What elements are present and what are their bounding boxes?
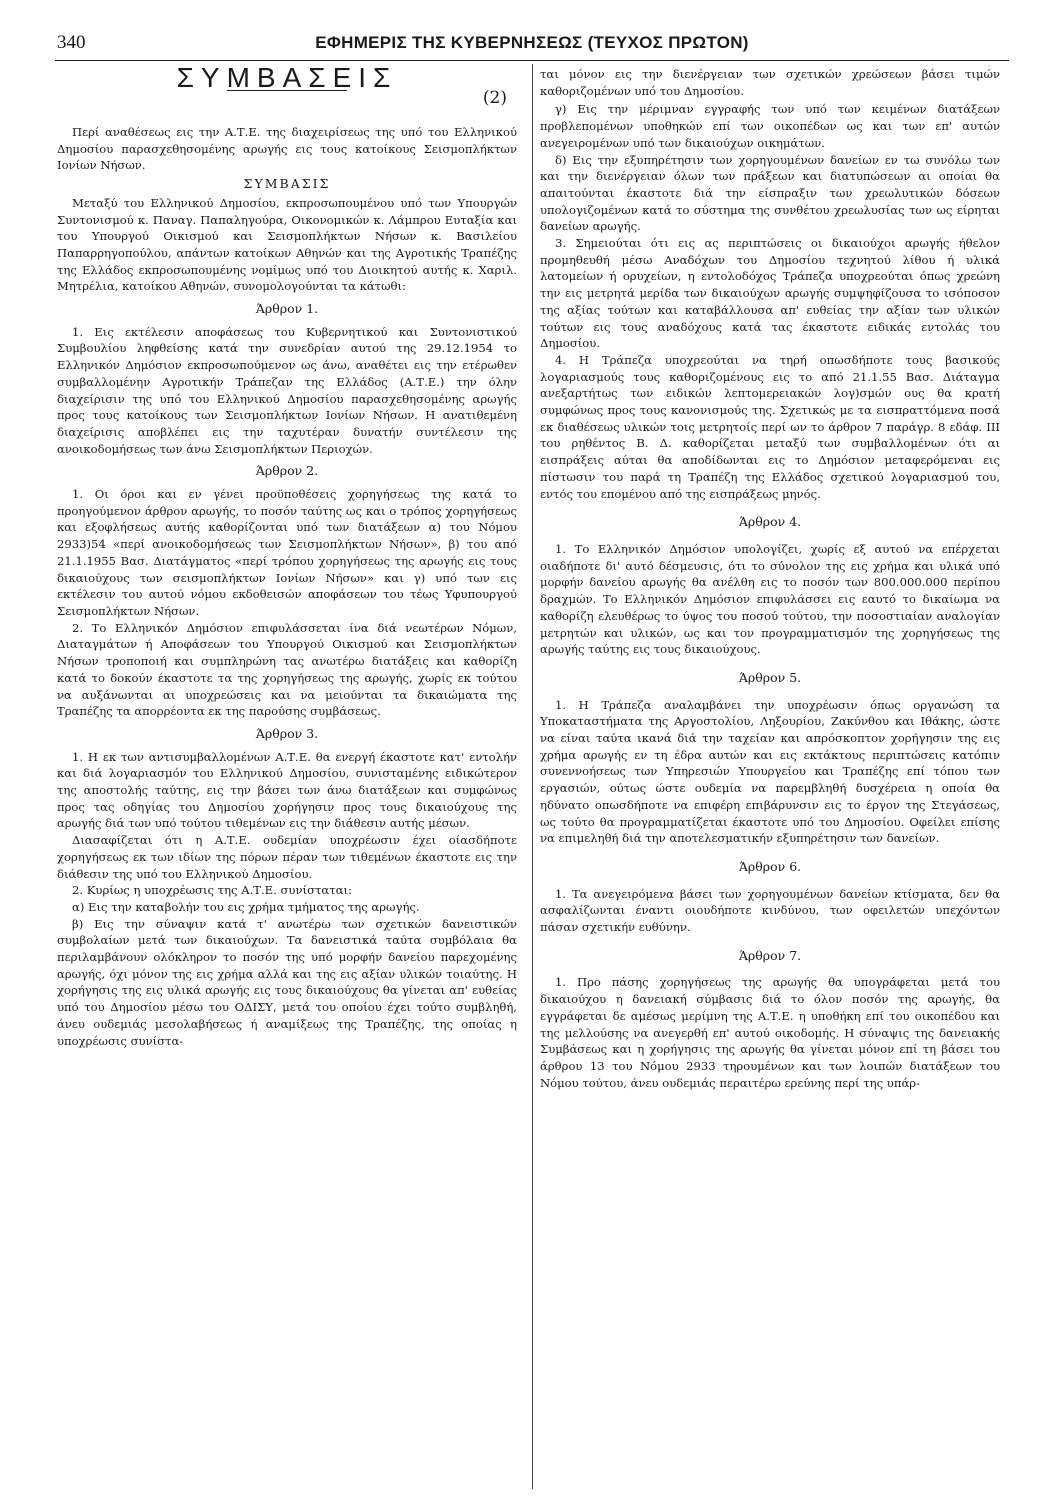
page-header bbox=[55, 30, 1009, 60]
continued-paragraph: ται μόνον εις την διενέργειαν των σχετικών χρεώσεων βάσει τιμών καθοριζομένων υπό του Δημοσίου. bbox=[540, 67, 1000, 98]
article-7-paragraph: 1. Προ πάσης χορηγήσεως της αρωγής θα υπογράφεται μετά του δικαιούχου η δανειακή σύμβασις διά το όλον ποσόν της αρωγής, θα εγγράφεται δε αμέσως μερίμνη της Α.Τ.Ε. η υποθήκη επί του οικοπέδου και της μελλούσης να ανεγερθή επ' αυτού οικοδομής. Η σύναψις της δανειακής Συμβάσεως και η χορήγησις της αρωγής θα γίνεται μόνον επί τη βάσει του άρθρου 13 του Νόμου 2933 τηρουμένων και των λοιπών διατάξεων του Νόμου τούτου, άνευ ουδεμιάς περαιτέρω ερεύνης περί της υπάρ- bbox=[540, 975, 1000, 1090]
article-2-heading: Άρθρον 2. bbox=[255, 463, 319, 479]
article-5-paragraph: 1. Η Τράπεζα αναλαμβάνει την υποχρέωσιν όπως οργανώση τα Υποκαταστήματα της Αργοστολίου, Ληξουρίου, Ζακύνθου και Ιθάκης, ώστε να είναι ταύτα ικανά διά την ταχείαν και απρόσκοπτον χορήγησιν της εις χρήμα αρωγής εν τη έδρα αυτών και εις εκτάκτους περιπτώσεις κατόπιν συνεννοήσεως των Υπηρεσιών Υπουργείου και Τραπέζης επί τόπου των εργασιών, ούτως ώστε ουδεμία να παρεμβληθή δυσχέρεια η οποία θα ηδύνατο οπωσδήποτε να επιφέρη επιβάρυνσιν εις το έργον της Στεγάσεως, ως τούτο θα προγραμματίζεται έκαστοτε υπό του Δημοσίου. Οφείλει επίσης να επιμεληθή διά την αποτελεσματικήν εξυπηρέτησιν των δανείων. bbox=[540, 697, 1000, 846]
article-3-heading: Άρθρον 3. bbox=[255, 725, 319, 741]
article-2-paragraph-2: 2. Το Ελληνικόν Δημόσιον επιφυλάσσεται ίνα διά νεωτέρων Νόμων, Διαταγμάτων ή Αποφάσεων του Υπουργού Οικισμού και Σεισμοπλήκτων Νήσων τροποποιή και συμπληρώνη τας ανωτέρω διατάξεις και καθορίζη κατά το δοκούν έκαστοτε τα της χορηγήσεως της αρωγής, χωρίς εκ τούτου να αυξάνωνται αι υποχρεώσεις και να μειούνται τα δικαιώματα της Τραπέζης τα απορρέοντα εκ της παρούσης συμβάσεως. bbox=[57, 620, 517, 719]
page-number: 340 bbox=[57, 32, 86, 53]
article-3-paragraph-1: 1. Η εκ των αντισυμβαλλομένων Α.Τ.Ε. θα ενεργή έκαστοτε κατ' εντολήν και διά λογαριασμόν του Ελληνικού Δημοσίου, συνισταμένης ειδικώτερον της αποστολής ταύτης, εις την βάσει των άνω διατάξεων και συμφώνως προς τας οδηγίας του Δημοσίου χορήγησιν προς τους δικαιούχους της αρωγής διά των υπό τούτου τιθεμένων εις την διάθεσιν αυτής μέσων. bbox=[57, 749, 517, 831]
article-3-item-b: β) Εις την σύναψιν κατά τ' ανωτέρω των σχετικών δανειστικών συμβολαίων μετά των δικαιούχων. Τα δανειστικά ταύτα συμβόλαια θα περιλαμβάνουν ολόκληρον το ποσόν της υπό μορφήν δανείου παρεχομένης αρωγής, όχι μόνον της εις χρήμα αλλά και της εις αξίαν υλικών τοιαύτης. Η χορήγησις της εις υλικά αρωγής εις τους δικαιούχους θα γίνεται απ' ευθείας υπό του Δημοσίου μέσω του ΟΔΙΣΥ, μετά του οποίου έχει τούτο συμβληθή, άνευ ουδεμιάς μεσολαβήσεως ή αναμίξεως της Τραπέζης, της οποίας η υποχρέωσις συνίστα- bbox=[57, 916, 517, 1048]
article-6-heading: Άρθρον 6. bbox=[738, 858, 802, 874]
article-3-paragraph-3: 2. Κυρίως η υποχρέωσις της Α.Τ.Ε. συνίσταται: bbox=[72, 883, 352, 898]
article-1-paragraph: 1. Εις εκτέλεσιν αποφάσεως του Κυβερνητικού και Συντονιστικού Συμβουλίου ληφθείσης κατά την συνεδρίαν αυτού της 29.12.1954 το Ελληνικόν Δημόσιον εκπροσωπούμενον ως άνω, αναθέτει εις την ετέρωθεν συμβαλλομένην Αγροτικήν Τράπεζαν της Ελλάδος (Α.Τ.Ε.) την όλην διαχείρισιν της υπό του Ελληνικού Δημοσίου παρασχεθησομένης αρωγής προς τους κατοίκους των Σεισμοπλήκτων Ιονίων Νήσων. Η ανατιθεμένη διαχείρισις αποβλέπει εις την ταχυτέραν δυνατήν συντέλεσιν της ανοικοδομήσεως των άνω Σεισμοπλήκτων Περιοχών. bbox=[57, 324, 517, 456]
article-4-heading: Άρθρον 4. bbox=[738, 514, 802, 530]
article-5-heading: Άρθρον 5. bbox=[738, 669, 802, 685]
article-3-item-a: α) Εις την καταβολήν του εις χρήμα τμήματος της αρωγής. bbox=[72, 899, 420, 914]
running-head: ΕΦΗΜΕΡΙΣ ΤΗΣ ΚΥΒΕΡΝΗΣΕΩΣ (ΤΕΥΧΟΣ ΠΡΩΤΟΝ) bbox=[315, 33, 749, 52]
section-number: (2) bbox=[482, 88, 507, 108]
contract-subtitle: ΣΥΜΒΑΣΙΣ bbox=[243, 176, 331, 192]
article-4-paragraph: 1. Το Ελληνικόν Δημόσιον υπολογίζει, χωρίς εξ αυτού να επέρχεται οιαδήποτε δι' αυτό δέσμευσις, ότι το σύνολον της εις χρήμα και υλικά υπό μορφήν δανείου αρωγής θα ανέλθη εις το ποσόν των 800.000.000 περίπου δραχμών. Το Ελληνικόν Δημόσιον επιφυλάσσει εις εαυτό το δικαίωμα να καθορίζη ελευθέρως το ύψος του ποσού τούτου, την ποσοστιαίαν αναλογίαν μετρητών και υλικών, ως και τον προγραμματισμόν της χορηγήσεως της αρωγής ταύτης εις τους δικαιούχους. bbox=[540, 541, 1000, 657]
section-title-block bbox=[57, 62, 517, 124]
article-3-item-c: γ) Εις την μέριμναν εγγραφής των υπό των κειμένων διατάξεων προβλεπομένων υποθηκών επί των οικοπέδων ως και των επ' αυτών ανεγειρομένων υπό των δικαιούχων οικημάτων. bbox=[540, 102, 1000, 150]
section-title: ΣΥΜΒΑΣΕΙΣ bbox=[176, 62, 398, 93]
article-6-paragraph: 1. Τα ανεγειρόμενα βάσει των χορηγουμένων δανείων κτίσματα, δεν θα ασφαλίζωνται έναντι οιουδήποτε κινδύνου, των οφειλετών υπεχόντων πάσαν σχετικήν ευθύνην. bbox=[540, 886, 1000, 935]
intro-paragraph: Περί αναθέσεως εις την Α.Τ.Ε. της διαχειρίσεως της υπό του Ελληνικού Δημοσίου παρασχεθησομένης αρωγής εις τους κατοίκους Σεισμοπλήκτων Ιονίων Νήσων. bbox=[57, 125, 517, 173]
right-column bbox=[540, 66, 1000, 1091]
article-1-heading: Άρθρον 1. bbox=[255, 301, 319, 317]
preamble-paragraph: Μεταξύ του Ελληνικού Δημοσίου, εκπροσωπουμένου υπό των Υπουργών Συντονισμού κ. Παναγ. Παπαληγούρα, Οικονομικών κ. Λάμπρου Ευταξία και του Υπουργού Οικισμού και Σεισμοπλήκτων Νήσων κ. Βασιλείου Παπαρρηγοπούλου, απάντων κατοίκων Αθηνών και της Αγροτικής Τραπέζης της Ελλάδος εκπροσωπουμένης νομίμως υπό του Διοικητού αυτής κ. Χαριλ. Μητρέλια, κατοίκου Αθηνών, συνομολογούνται τα κάτωθι: bbox=[57, 195, 517, 294]
header-rule bbox=[55, 60, 1009, 61]
column-divider bbox=[532, 64, 533, 1489]
left-column bbox=[57, 62, 517, 1049]
article-7-heading: Άρθρον 7. bbox=[738, 947, 802, 963]
article-3-item-d: δ) Εις την εξυπηρέτησιν των χορηγουμένων δανείων εν τω συνόλω των και την διενέργειαν όλων των πράξεων και διατυπώσεων αι οποίαι θα απαιτούνται έκαστοτε διά την είσπραξιν των χρεωλυτικών δόσεων υπολογιζομένων κατά το σύστημα της συνθέτου χρεωλυσίας των ως είρηται δανείων αρωγής. bbox=[540, 152, 1000, 234]
article-3-paragraph-2: Διασαφίζεται ότι η Α.Τ.Ε. ουδεμίαν υποχρέωσιν έχει οίασδήποτε χορηγήσεως εκ των ιδίων της πόρων πέραν των τιθεμένων έκαστοτε εις την διάθεσιν της υπό του Ελληνικού Δημοσίου. bbox=[57, 833, 517, 881]
article-3-paragraph-3b: 3. Σημειούται ότι εις ας περιπτώσεις οι δικαιούχοι αρωγής ήθελον προμηθευθή μέσω Αναδόχων του Δημοσίου τεχνητού λίθου ή υλικά λατομείων ή ορυχείων, η εντολοδόχος Τράπεζα υποχρεούται όπως χρεώνη την εις μετρητά μερίδα των δικαιούχων αρωγής συμψηφίζουσα το ισόποσον της αξίας τούτων και καταβάλλουσα απ' ευθείας την αξίαν των υλικών τούτων εις τους αναδόχους κατά τας έκαστοτε ειδικάς εντολάς του Δημοσίου. bbox=[540, 236, 1000, 351]
article-2-paragraph-1: 1. Οι όροι και εν γένει προϋποθέσεις χορηγήσεως της κατά το προηγούμενον άρθρον αρωγής, το ποσόν ταύτης ως και ο τρόπος χορηγήσεως και εξοφλήσεως αυτής καθορίζονται υπό των διατάξεων α) του Νόμου 2933)54 «περί ανοικοδομήσεως των Σεισμοπλήκτων Νήσων», β) του από 21.1.1955 Βασ. Διατάγματος «περί τρόπου χορηγήσεως της αρωγής εις τους δικαιούχους των σεισμοπλήκτων Ιονίων Νήσων» και γ) υπό των εις εκτέλεσιν του αυτού νόμου εκδοθεισών αποφάσεων του τέως Υφυπουργού Σεισμοπλήκτων Νήσων. bbox=[57, 487, 517, 618]
article-3-paragraph-4: 4. Η Τράπεζα υποχρεούται να τηρή οπωσδήποτε τους βασικούς λογαριασμούς τους καθοριζομένους εις το από 21.1.55 Βασ. Διάταγμα ανεξαρτήτως των ειδικών λεπτομερειακών λογ)σμών ους θα κρατή συμφώνως προς τους κανονισμούς της. Σχετικώς με τα εισπραττόμενα ποσά εκ διαθέσεως υλικών τοις μετρητοίς περί ων το άρθρον 7 παράγρ. 8 εδάφ. ΙΙΙ του ρηθέντος Β. Δ. καθορίζεται μεταξύ των συμβαλλομένων ότι αι εισπράξεις αύται θα αποδίδωνται εις το Δημόσιον μεταφερόμεναι εις πίστωσιν του παρά τη Τραπέζη της Ελλάδος σχετικού λογαριασμού του, εντός του επομένου από της εισπράξεως μηνός. bbox=[540, 352, 1000, 501]
